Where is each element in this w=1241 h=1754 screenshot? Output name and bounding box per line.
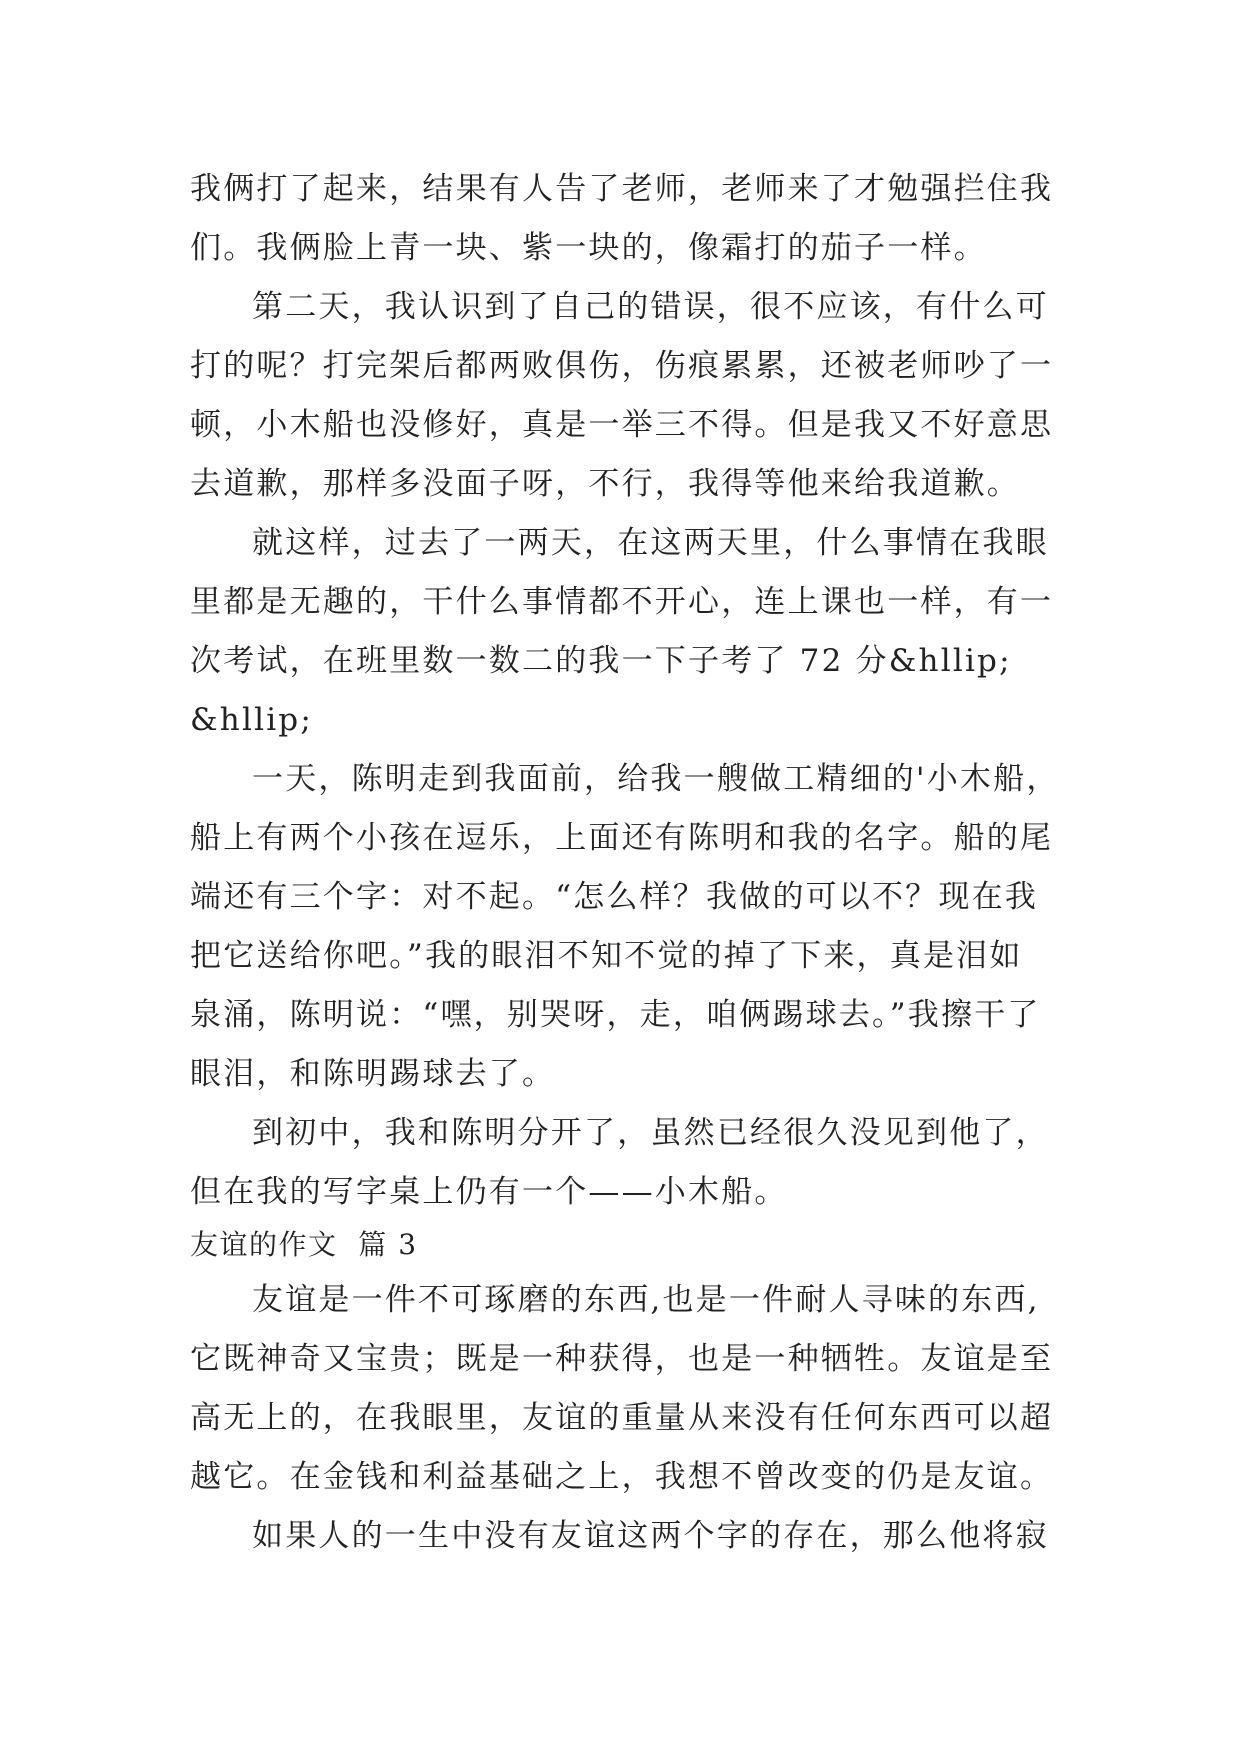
text-line: 眼泪，和陈明踢球去了。 xyxy=(190,1056,556,1092)
text-line: 次考试，在班里数一数二的我一下子考了 72 分&hllip; xyxy=(190,643,1012,679)
text-line: 端还有三个字：对不起。“怎么样？我做的可以不？现在我 xyxy=(190,879,1039,915)
text-line: 泉涌，陈明说：“嘿，别哭呀，走，咱俩踢球去。”我擦干了 xyxy=(190,997,1041,1033)
text-line: 把它送给你吧。”我的眼泪不知不觉的掉了下来，真是泪如 xyxy=(190,938,1023,974)
text-line: 就这样，过去了一两天，在这两天里，什么事情在我眼 xyxy=(252,525,1049,561)
text-line: 友谊是一件不可琢磨的东西,也是一件耐人寻味的东西, xyxy=(252,1282,1040,1318)
text-line: 它既神奇又宝贵；既是一种获得，也是一种牺牲。友谊是至 xyxy=(190,1341,1054,1377)
text-line: 我俩打了起来，结果有人告了老师，老师来了才勉强拦住我 xyxy=(190,171,1054,207)
text-line: 但在我的写字桌上仍有一个——小木船。 xyxy=(190,1174,788,1210)
text-line: 到初中，我和陈明分开了，虽然已经很久没见到他了， xyxy=(252,1115,1049,1151)
text-line: 如果人的一生中没有友谊这两个字的存在，那么他将寂 xyxy=(252,1518,1049,1554)
essay-part-2-text xyxy=(190,160,1070,1222)
text-line: 越它。在金钱和利益基础之上，我想不曾改变的仍是友谊。 xyxy=(190,1459,1054,1495)
text-line: 高无上的，在我眼里，友谊的重量从来没有任何东西可以超 xyxy=(190,1400,1054,1436)
text-line: 顿，小木船也没修好，真是一举三不得。但是我又不好意思 xyxy=(190,407,1054,443)
section-heading: 友谊的作文 篇 3 xyxy=(190,1228,418,1261)
text-line: 船上有两个小孩在逗乐，上面还有陈明和我的名字。船的尾 xyxy=(190,820,1054,856)
text-line: 去道歉，那样多没面子呀，不行，我得等他来给我道歉。 xyxy=(190,466,1020,502)
text-line: 第二天，我认识到了自己的错误，很不应该，有什么可 xyxy=(252,289,1049,325)
text-line: 打的呢？打完架后都两败俱伤，伤痕累累，还被老师吵了一 xyxy=(190,348,1054,384)
document-body xyxy=(190,160,1070,1566)
text-line: 们。我俩脸上青一块、紫一块的，像霜打的茄子一样。 xyxy=(190,230,987,266)
text-line: &hllip; xyxy=(190,702,313,738)
text-line: 里都是无趣的，干什么事情都不开心，连上课也一样，有一 xyxy=(190,584,1054,620)
text-line: 一天，陈明走到我面前，给我一艘做工精细的'小木船， xyxy=(252,761,1060,797)
essay-part-3-text xyxy=(190,1271,1070,1566)
